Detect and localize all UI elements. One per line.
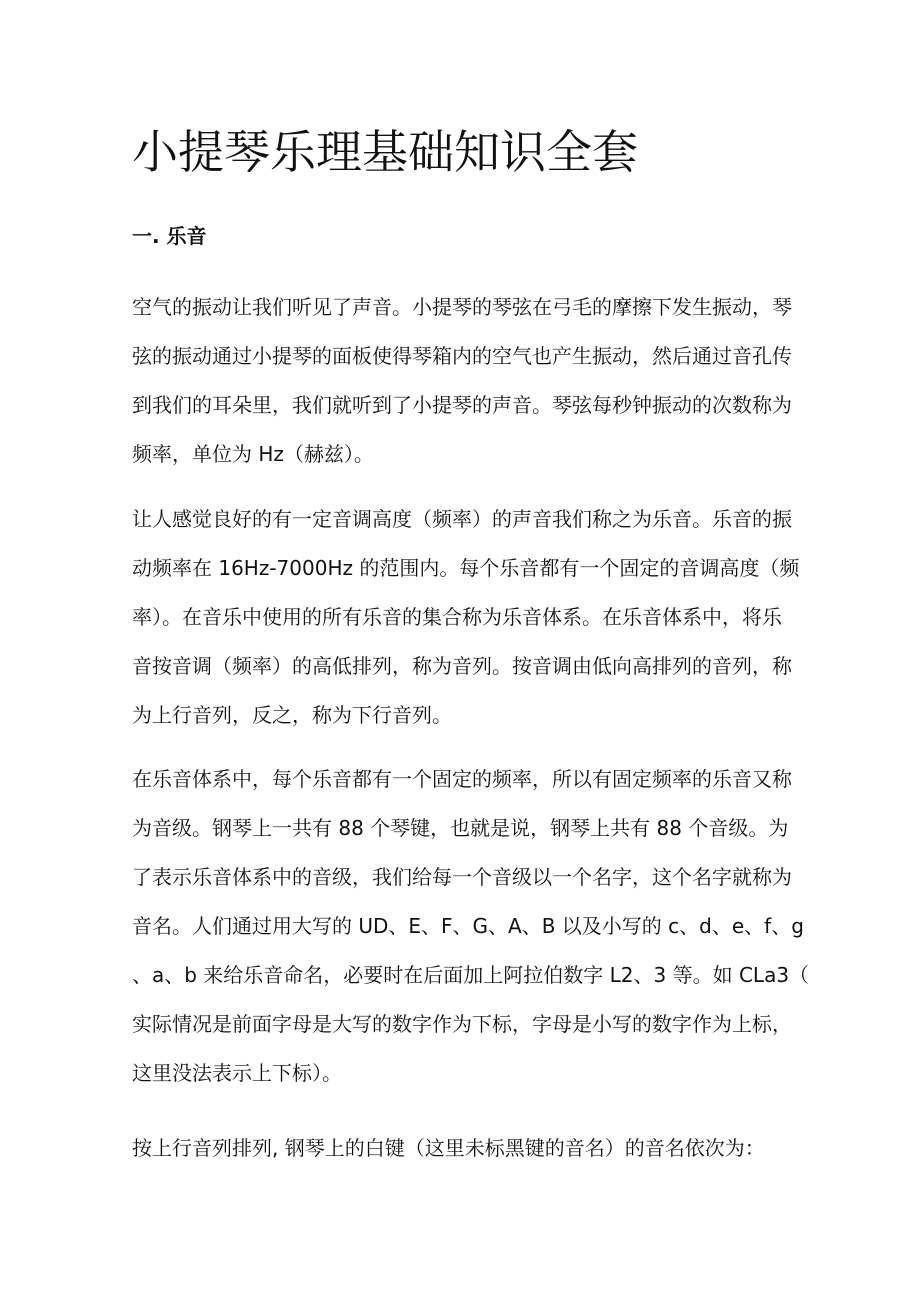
paragraph-line: 实际情况是前面字母是大写的数字作为下标，字母是小写的数字作为上标， <box>132 1012 792 1036</box>
paragraph-line: 到我们的耳朵里，我们就听到了小提琴的声音。琴弦每秒钟振动的次数称为 <box>132 393 792 417</box>
paragraph-line: 空气的振动让我们听见了声音。小提琴的琴弦在弓毛的摩擦下发生振动，琴 <box>132 295 792 319</box>
paragraph-line: 音名。人们通过用大写的 UD、E、F、G、A、B 以及小写的 c、d、e、f、g <box>132 914 804 938</box>
section-heading: 一. 乐音 <box>132 224 207 248</box>
paragraph-line: 这里没法表示上下标）。 <box>132 1061 342 1085</box>
paragraph <box>132 495 802 740</box>
paragraph-line: 弦的振动通过小提琴的面板使得琴箱内的空气也产生振动，然后通过音孔传 <box>132 344 792 368</box>
paragraph-line: 频率，单位为 Hz（赫兹）。 <box>132 442 374 466</box>
paragraph-line: 率）。在音乐中使用的所有乐音的集合称为乐音体系。在乐音体系中，将乐 <box>132 605 782 629</box>
paragraph-line: 按上行音列排列, 钢琴上的白键（这里未标黑键的音名）的音名依次为： <box>132 1136 765 1160</box>
paragraph-line: 动频率在 16Hz-7000Hz 的范围内。每个乐音都有一个固定的音调高度（频 <box>132 556 800 580</box>
paragraph-line: 为音级。钢琴上一共有 88 个琴键，也就是说，钢琴上共有 88 个音级。为 <box>132 816 789 840</box>
paragraph-line: 让人感觉良好的有一定音调高度（频率）的声音我们称之为乐音。乐音的振 <box>132 507 792 531</box>
paragraph <box>132 755 810 1098</box>
paragraph-line: 在乐音体系中，每个乐音都有一个固定的频率，所以有固定频率的乐音又称 <box>132 767 792 791</box>
paragraph <box>132 283 802 479</box>
paragraph-line: 了表示乐音体系中的音级，我们给每一个音级以一个名字，这个名字就称为 <box>132 865 792 889</box>
paragraph <box>132 1124 802 1173</box>
paragraph-line: 音按音调（频率）的高低排列，称为音列。按音调由低向高排列的音列，称 <box>132 654 792 678</box>
page-title: 小提琴乐理基础知识全套 <box>132 125 638 179</box>
paragraph-line: 为上行音列，反之，称为下行音列。 <box>132 703 452 727</box>
paragraph-line: 、a、b 来给乐音命名，必要时在后面加上阿拉伯数字 L2、3 等。如 CLa3（ <box>132 963 810 987</box>
